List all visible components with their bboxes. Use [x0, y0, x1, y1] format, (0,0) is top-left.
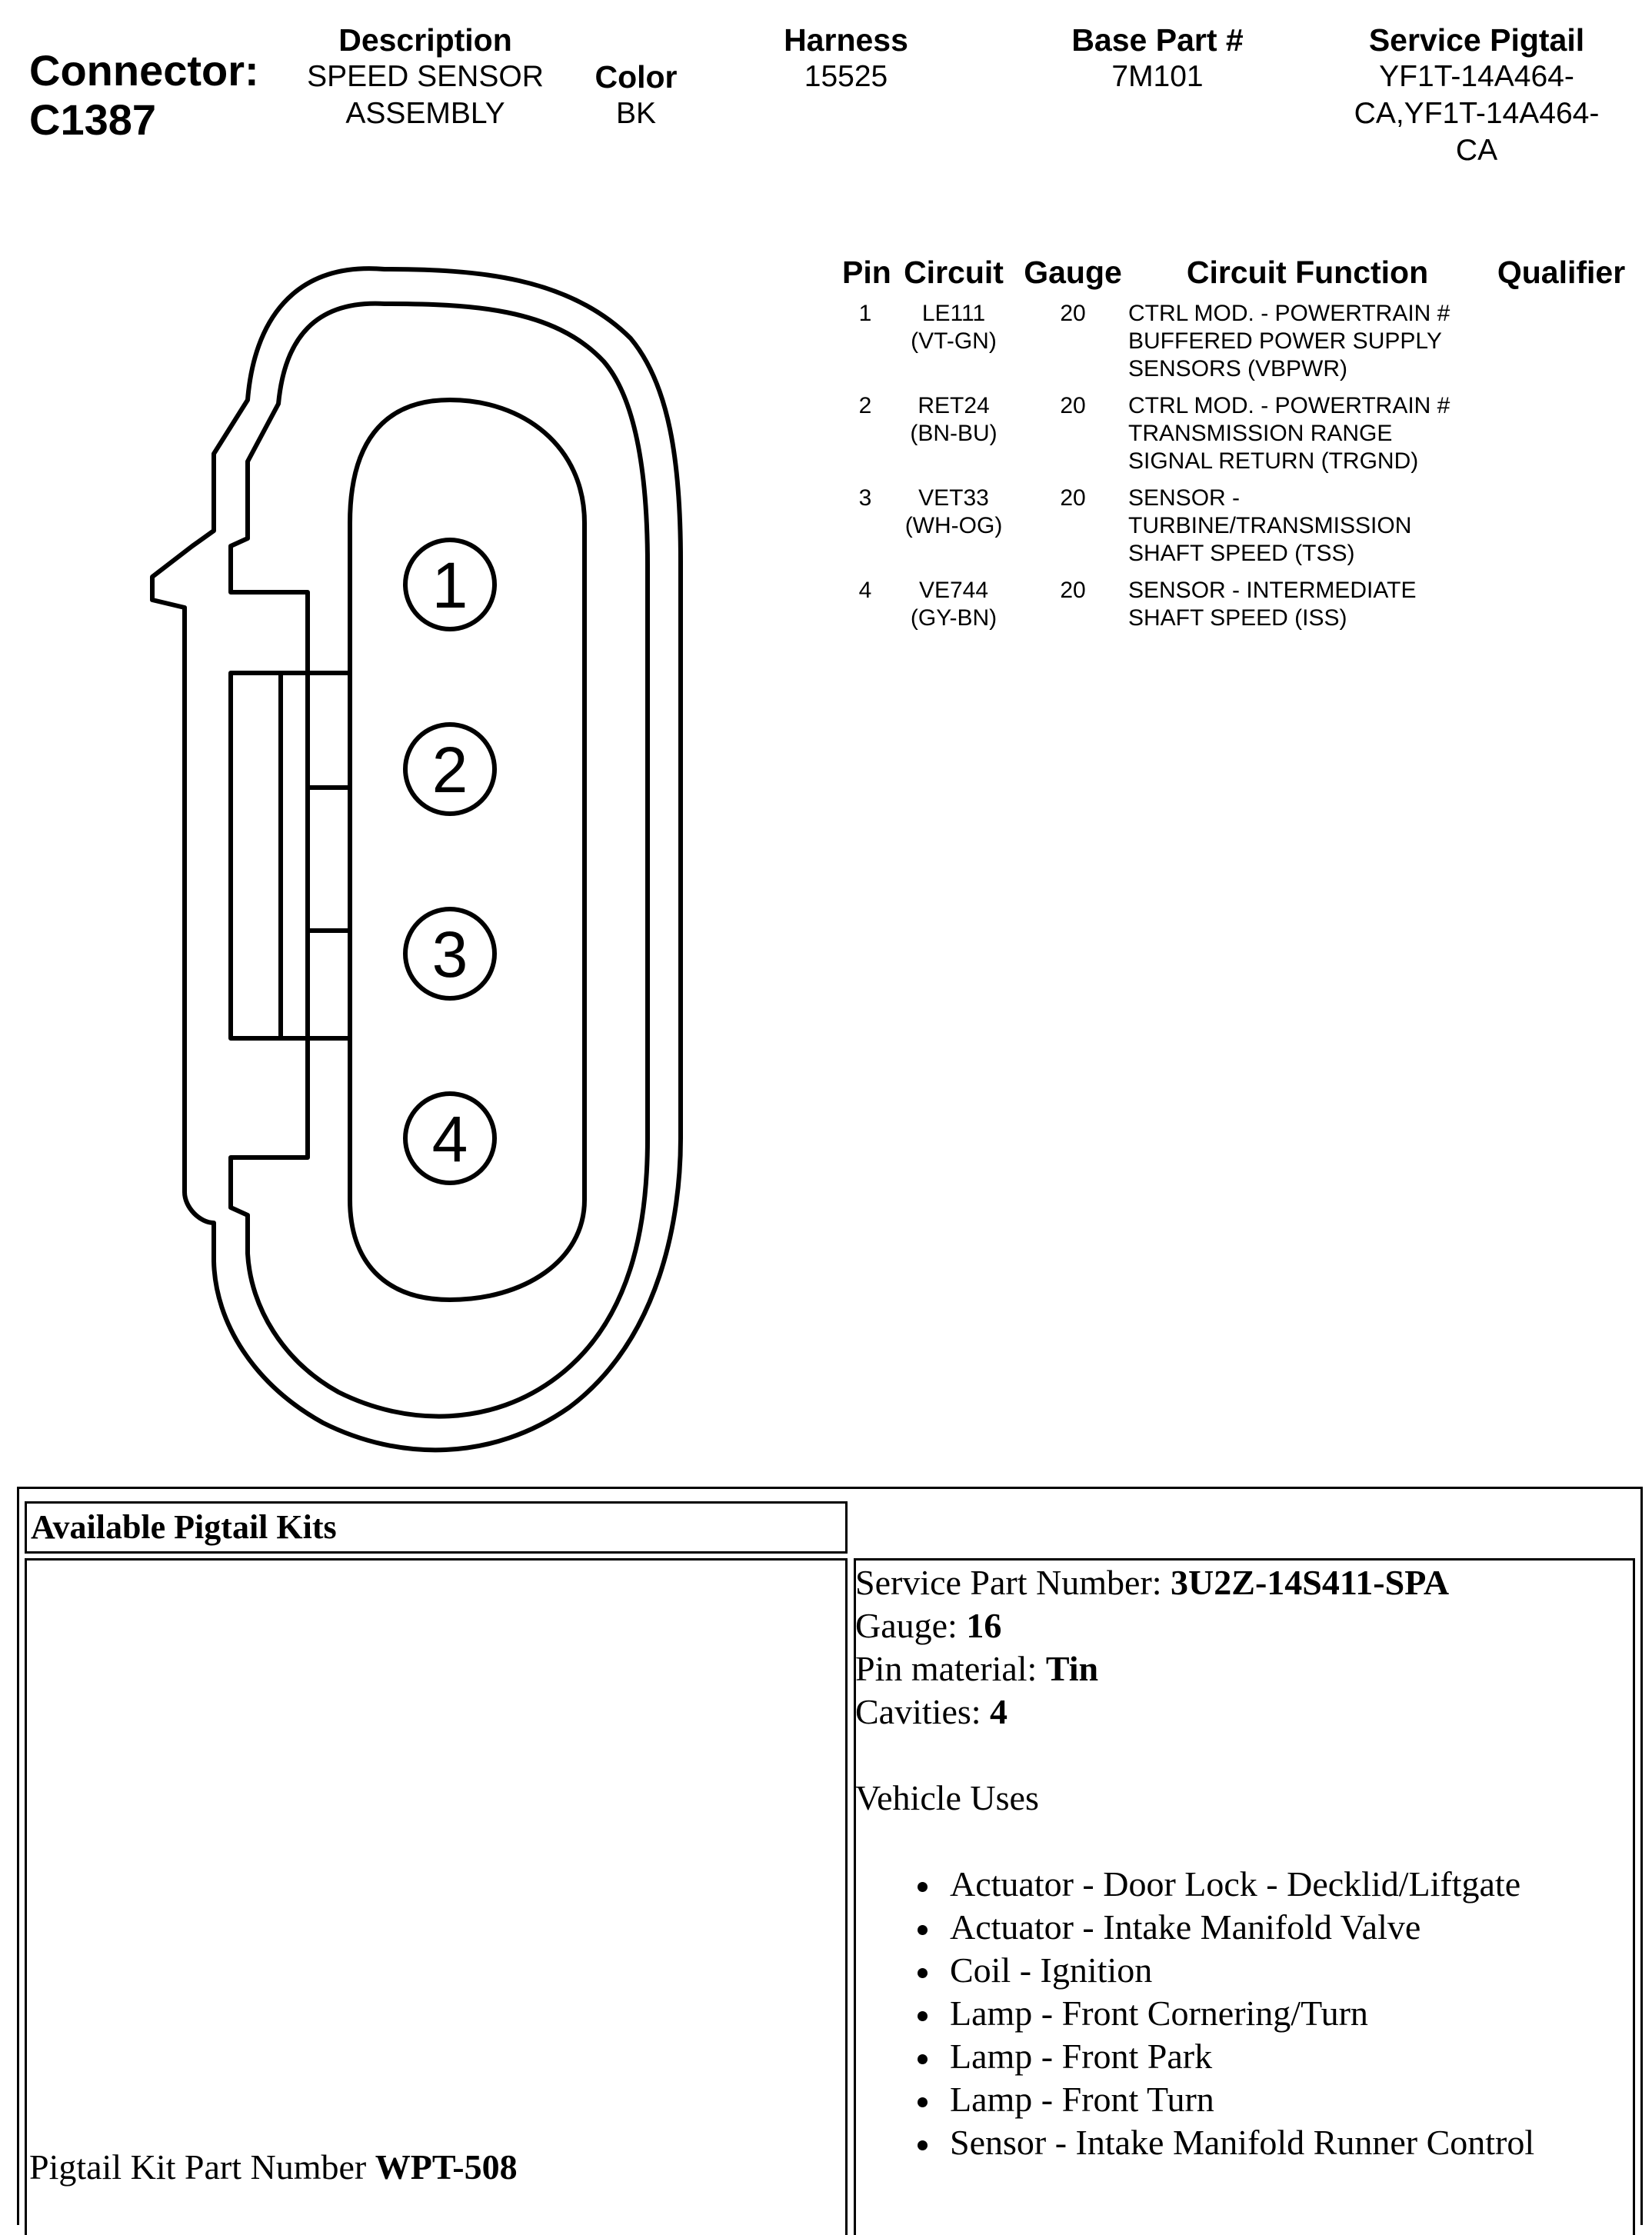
- pigtail-kit-left-cell: [25, 1558, 848, 2235]
- circuit-id: LE111: [921, 301, 986, 326]
- cavities: [855, 1690, 1008, 1734]
- circuit-id: RET24: [918, 393, 990, 418]
- gauge-cell: 20: [1060, 393, 1086, 418]
- list-item: Actuator - Intake Manifold Valve: [950, 1906, 1534, 1949]
- function-cell: [1128, 485, 1490, 568]
- vehicle-uses-list: [950, 1863, 1534, 2164]
- list-item: Actuator - Door Lock - Decklid/Liftgate: [950, 1863, 1534, 1906]
- color-label: Color: [595, 59, 678, 95]
- base-part-label: Base Part #: [1071, 22, 1244, 58]
- function-line: SENSOR - INTERMEDIATE: [1128, 578, 1417, 603]
- harness-value: 15525: [804, 60, 888, 93]
- pin-number: 1: [858, 301, 872, 326]
- connector-face-diagram: [0, 254, 738, 1469]
- gauge-cell: 20: [1060, 485, 1086, 511]
- cavities-value: 4: [990, 1692, 1008, 1731]
- connector-label: Connector:: [29, 46, 259, 95]
- function-line: CTRL MOD. - POWERTRAIN #: [1128, 301, 1450, 326]
- function-cell: [1128, 392, 1490, 475]
- kit-part-value: WPT-508: [375, 2147, 518, 2187]
- circuit-id: VE744: [918, 578, 989, 603]
- pin-number-label: 3: [431, 918, 468, 991]
- pin-material-value: Tin: [1045, 1649, 1099, 1688]
- gauge-cell: 20: [1060, 301, 1086, 326]
- service-pigtail-line: YF1T-14A464-: [1379, 60, 1574, 93]
- circuit-color: (GY-BN): [910, 605, 998, 631]
- gauge-cell: 20: [1060, 578, 1086, 603]
- kit-gauge-label: Gauge:: [855, 1606, 967, 1645]
- list-item: Sensor - Intake Manifold Runner Control: [950, 2121, 1534, 2164]
- circuit-function-header: Circuit Function: [1186, 255, 1429, 290]
- function-line: TURBINE/TRANSMISSION: [1128, 513, 1412, 538]
- connector-id: C1387: [29, 95, 157, 144]
- pin-material-label: Pin material:: [855, 1649, 1046, 1688]
- function-line: SENSORS (VBPWR): [1128, 356, 1348, 381]
- circuit-header: Circuit: [904, 255, 1004, 290]
- service-pigtail-column: [1307, 22, 1646, 169]
- pigtail-kit-part-number: [29, 2146, 518, 2189]
- base-part-column: [1046, 22, 1269, 95]
- pin-material: [855, 1647, 1098, 1690]
- kit-part-label: Pigtail Kit Part Number: [29, 2147, 375, 2187]
- description-column: [283, 22, 568, 132]
- function-line: SENSOR -: [1128, 485, 1241, 511]
- description-line: ASSEMBLY: [345, 97, 505, 130]
- pin-number: 3: [858, 485, 872, 511]
- list-item: Lamp - Front Park: [950, 2035, 1534, 2078]
- circuit-cell: [888, 300, 1019, 355]
- service-pigtail-line: CA,YF1T-14A464-: [1354, 97, 1600, 130]
- list-item: Coil - Ignition: [950, 1949, 1534, 1992]
- color-value: BK: [615, 97, 657, 130]
- service-pigtail-label: Service Pigtail: [1368, 22, 1585, 58]
- cavities-label: Cavities:: [855, 1692, 991, 1731]
- pin-number: 2: [858, 393, 872, 418]
- circuit-color: (BN-BU): [910, 421, 998, 446]
- service-pigtail-line: CA: [1455, 134, 1498, 167]
- pin-number-label: 2: [431, 734, 468, 806]
- description-label: Description: [338, 22, 512, 58]
- description-line: SPEED SENSOR: [307, 60, 544, 93]
- function-line: CTRL MOD. - POWERTRAIN #: [1128, 393, 1450, 418]
- gauge-header: Gauge: [1024, 255, 1122, 290]
- vehicle-uses-label: Vehicle Uses: [855, 1778, 1039, 1817]
- color-column: [578, 58, 694, 132]
- circuit-cell: [888, 577, 1019, 632]
- pin-number-label: 1: [431, 549, 468, 621]
- pin-header: Pin: [842, 255, 891, 290]
- service-part-value: 3U2Z-14S411-SPA: [1171, 1563, 1450, 1602]
- circuit-cell: [888, 485, 1019, 540]
- kit-gauge-value: 16: [966, 1606, 1002, 1645]
- harness-column: [769, 22, 923, 95]
- circuit-cell: [888, 392, 1019, 448]
- circuit-color: (WH-OG): [904, 513, 1003, 538]
- pin-number-label: 4: [431, 1103, 468, 1175]
- function-line: SHAFT SPEED (TSS): [1128, 541, 1355, 566]
- pigtail-kits-title: Available Pigtail Kits: [31, 1508, 337, 1546]
- qualifier-header: Qualifier: [1497, 255, 1626, 290]
- kit-gauge: [855, 1604, 1001, 1647]
- circuit-id: VET33: [918, 485, 989, 511]
- service-part-label: Service Part Number:: [855, 1563, 1171, 1602]
- circuit-color: (VT-GN): [911, 328, 997, 354]
- pin-number: 4: [858, 578, 872, 603]
- service-part-number: [855, 1561, 1449, 1604]
- list-item: Lamp - Front Turn: [950, 2078, 1534, 2121]
- function-line: SIGNAL RETURN (TRGND): [1128, 448, 1419, 474]
- connector-title: [29, 46, 259, 145]
- function-line: BUFFERED POWER SUPPLY: [1128, 328, 1442, 354]
- function-line: TRANSMISSION RANGE: [1128, 421, 1393, 446]
- list-item: Lamp - Front Cornering/Turn: [950, 1992, 1534, 2035]
- keyway-slot: [231, 673, 350, 1038]
- harness-label: Harness: [784, 22, 908, 58]
- function-cell: [1128, 300, 1490, 383]
- function-line: SHAFT SPEED (ISS): [1128, 605, 1347, 631]
- function-cell: [1128, 577, 1490, 632]
- base-part-value: 7M101: [1111, 60, 1204, 93]
